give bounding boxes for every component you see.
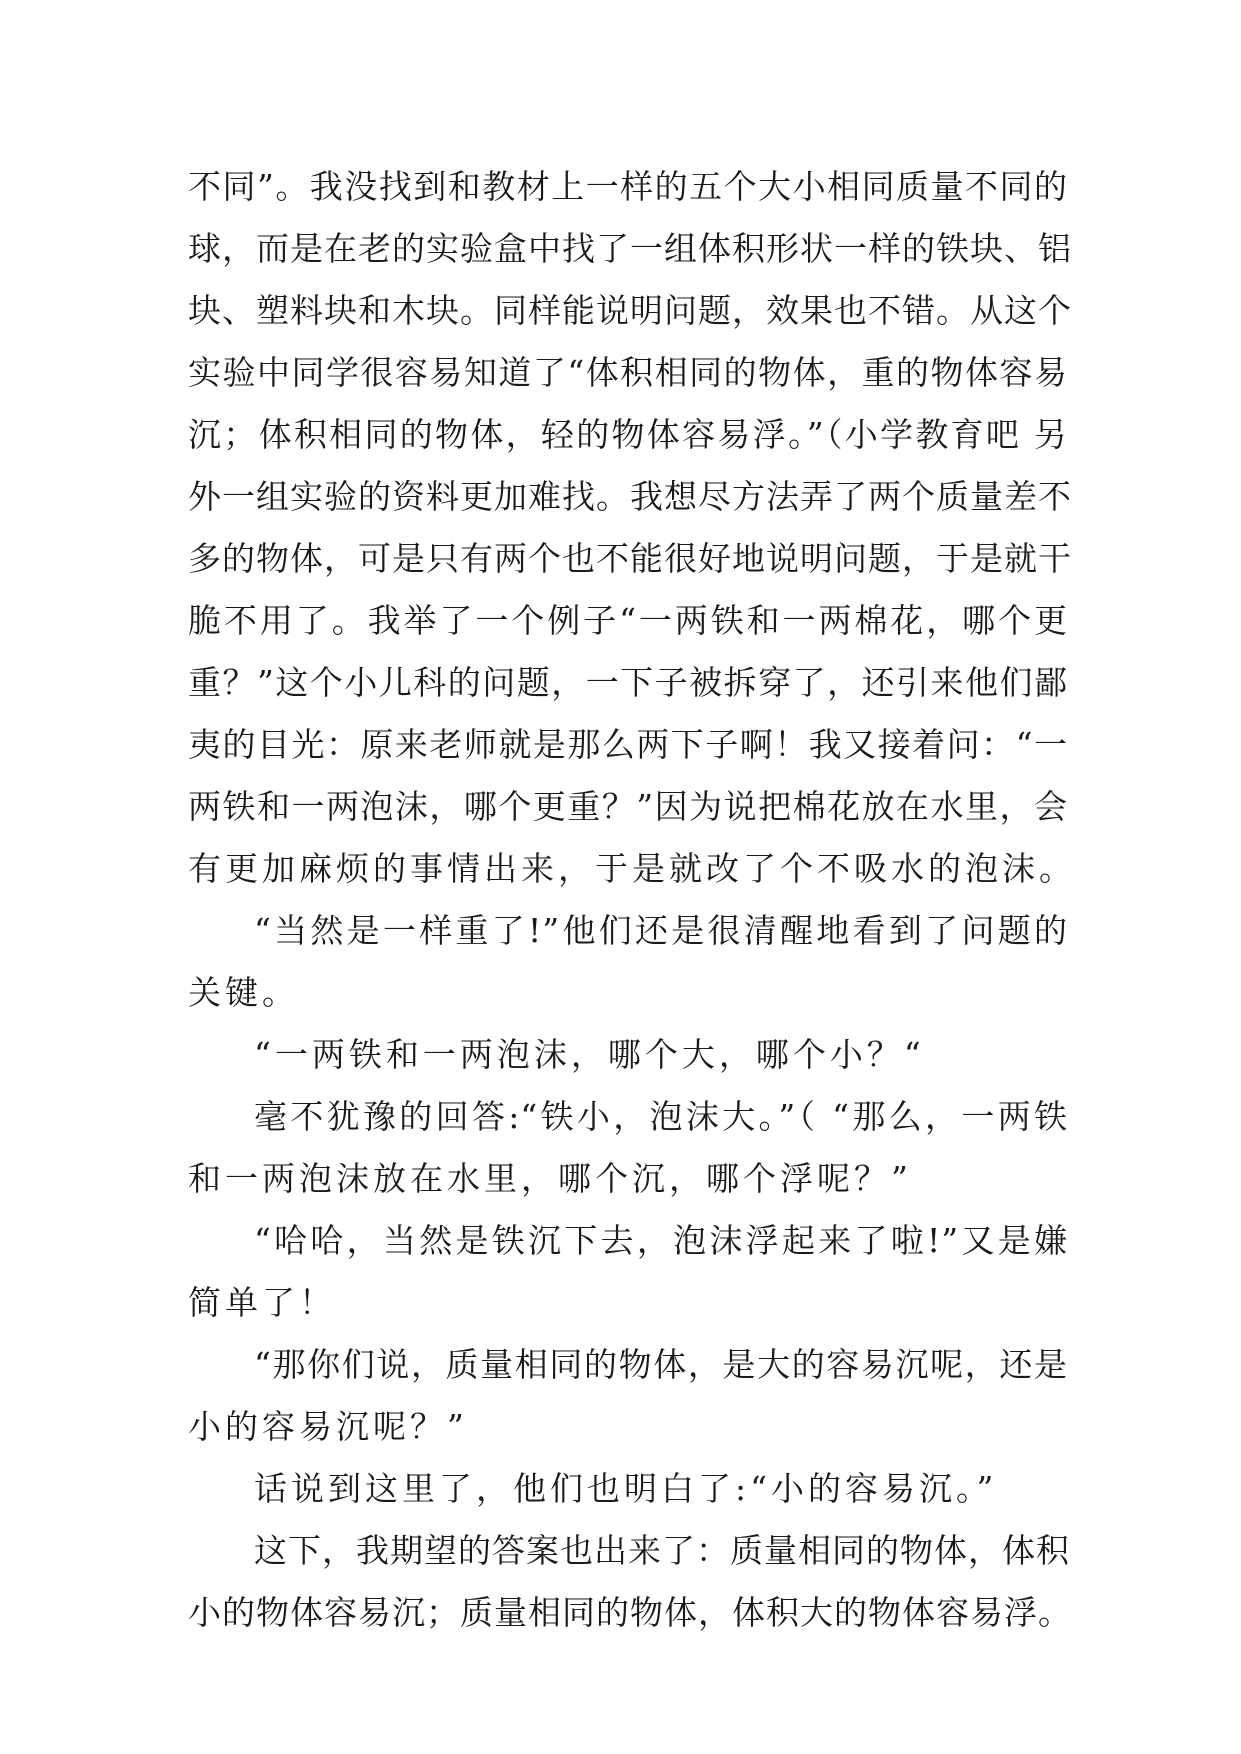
- text-line: 毫不犹豫的回答:“铁小，泡沫大。”（ “那么，一两铁: [254, 1097, 1068, 1136]
- text-line: 话说到这里了，他们也明白了:“小的容易沉。”: [254, 1469, 998, 1508]
- text-line: “当然是一样重了!”他们还是很清醒地看到了问题的: [254, 911, 1068, 950]
- body-text: [188, 156, 1076, 1644]
- text-line: 夷的目光：原来老师就是那么两下子啊！我又接着问：“一: [188, 725, 1068, 764]
- text-line: 简单了！: [188, 1283, 336, 1322]
- text-line: 和一两泡沫放在水里，哪个沉，哪个浮呢？”: [188, 1159, 912, 1198]
- text-line: 小的容易沉呢？”: [188, 1407, 468, 1446]
- text-line: 重？”这个小儿科的问题，一下子被拆穿了，还引来他们鄙: [188, 663, 1068, 702]
- text-line: 有更加麻烦的事情出来，于是就改了个不吸水的泡沫。: [188, 849, 1076, 888]
- text-line: 外一组实验的资料更加难找。我想尽方法弄了两个质量差不: [188, 477, 1072, 516]
- text-line: “哈哈，当然是铁沉下去，泡沫浮起来了啦!”又是嫌: [254, 1221, 1068, 1260]
- text-line: 球，而是在老的实验盒中找了一组体积形状一样的铁块、铝: [188, 229, 1072, 268]
- text-line: 不同”。我没找到和教材上一样的五个大小相同质量不同的: [188, 167, 1068, 206]
- text-line: 关键。: [188, 973, 299, 1012]
- text-line: 实验中同学很容易知道了“体积相同的物体，重的物体容易: [188, 353, 1068, 392]
- text-line: “那你们说，质量相同的物体，是大的容易沉呢，还是: [254, 1345, 1068, 1384]
- text-line: 多的物体，可是只有两个也不能很好地说明问题，于是就干: [188, 539, 1072, 578]
- text-line: 块、塑料块和木块。同样能说明问题，效果也不错。从这个: [188, 291, 1072, 330]
- text-line: 这下，我期望的答案也出来了：质量相同的物体，体积: [254, 1531, 1070, 1570]
- text-line: 两铁和一两泡沫，哪个更重？”因为说把棉花放在水里，会: [188, 787, 1068, 826]
- text-line: 沉；体积相同的物体，轻的物体容易浮。”（小学教育吧 另: [188, 415, 1068, 454]
- text-line: “一两铁和一两泡沫，哪个大，哪个小？“: [254, 1035, 925, 1074]
- text-line: 脆不用了。我举了一个例子“一两铁和一两棉花，哪个更: [188, 601, 1068, 640]
- text-line: 小的物体容易沉；质量相同的物体，体积大的物体容易浮。: [188, 1593, 1072, 1632]
